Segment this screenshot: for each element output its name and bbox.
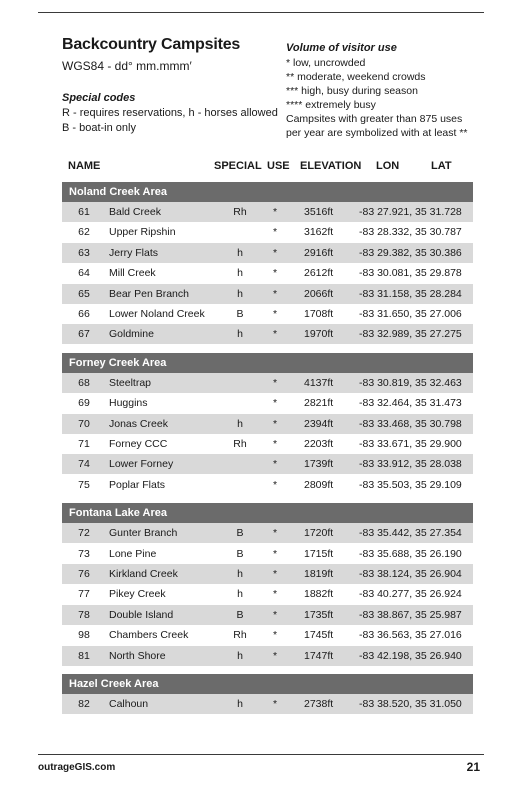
coordinates: -83 28.332, 35 30.787 — [359, 226, 462, 239]
table-row — [62, 475, 473, 495]
site-name: Kirkland Creek — [109, 568, 178, 580]
coordinates: -83 35.688, 35 26.190 — [359, 547, 462, 560]
site-number: 98 — [78, 629, 90, 642]
coordinates: -83 31.650, 35 27.006 — [359, 308, 462, 320]
use-level: * — [272, 588, 278, 601]
section-header — [62, 353, 473, 373]
elevation: 1735ft — [304, 608, 334, 621]
table-row — [62, 646, 473, 666]
bottom-rule — [38, 754, 484, 755]
coordinates: -83 35.503, 35 29.109 — [359, 478, 462, 491]
elevation: 2916ft — [304, 246, 334, 259]
site-number: 76 — [78, 568, 90, 580]
elevation: 1745ft — [304, 629, 334, 642]
use-level: * — [272, 267, 278, 280]
visitor-use-line: * low, uncrowded — [286, 57, 366, 69]
coordinates: -83 27.921, 35 31.728 — [359, 206, 462, 218]
table-row — [62, 284, 473, 304]
use-level: * — [272, 438, 278, 450]
use-level: * — [272, 287, 278, 300]
visitor-use-line: per year are symbolized with at least ** — [286, 127, 468, 139]
site-name: Chambers Creek — [109, 629, 189, 642]
site-number: 73 — [78, 547, 90, 560]
visitor-use-line: ** moderate, weekend crowds — [286, 71, 426, 83]
use-level: * — [272, 649, 278, 662]
site-name: Bald Creek — [109, 206, 161, 218]
special-code: h — [237, 698, 243, 710]
use-level: * — [272, 629, 278, 642]
section-title: Noland Creek Area — [69, 186, 168, 198]
visitor-use-line: **** extremely busy — [286, 99, 376, 111]
site-number: 64 — [78, 267, 90, 280]
site-number: 69 — [78, 397, 90, 410]
use-level: * — [272, 608, 278, 621]
site-name: Lower Noland Creek — [109, 308, 205, 320]
column-header-lon: LON — [376, 160, 400, 172]
special-code: B — [236, 608, 244, 621]
table-row — [62, 625, 473, 645]
site-name: Poplar Flats — [109, 478, 166, 491]
table-row — [62, 605, 473, 625]
elevation: 1739ft — [304, 458, 334, 471]
use-level: * — [272, 568, 278, 580]
section-title: Fontana Lake Area — [69, 507, 168, 520]
special-code: B — [236, 308, 244, 320]
site-number: 61 — [78, 206, 90, 218]
table-row — [62, 454, 473, 474]
table-row — [62, 414, 473, 434]
table-row — [62, 564, 473, 584]
site-number: 63 — [78, 246, 90, 259]
coordinates: -83 38.124, 35 26.904 — [359, 568, 462, 580]
table-row — [62, 393, 473, 413]
top-rule — [38, 12, 484, 13]
table-row — [62, 544, 473, 564]
special-code: B — [236, 527, 244, 540]
coordinates: -83 31.158, 35 28.284 — [359, 287, 462, 300]
special-codes-line: B - boat-in only — [62, 122, 136, 134]
site-number: 72 — [78, 527, 90, 540]
coordinates: -83 40.277, 35 26.924 — [359, 588, 462, 601]
site-number: 78 — [78, 608, 90, 621]
use-level: * — [272, 458, 278, 471]
visitor-use-line: Campsites with greater than 875 uses — [286, 113, 463, 125]
footer-site: outrageGIS.com — [38, 762, 116, 773]
elevation: 1708ft — [304, 308, 334, 320]
special-code: h — [237, 588, 243, 601]
site-name: Pikey Creek — [109, 588, 166, 601]
column-header-lat: LAT — [431, 160, 452, 172]
site-number: 74 — [78, 458, 90, 471]
use-level: * — [272, 226, 278, 239]
site-number: 67 — [78, 328, 90, 341]
elevation: 4137ft — [304, 376, 334, 389]
coordinates: -83 32.464, 35 31.473 — [359, 397, 462, 410]
elevation: 2394ft — [304, 417, 334, 430]
coordinates: -83 35.442, 35 27.354 — [359, 527, 462, 540]
section-title: Forney Creek Area — [69, 356, 167, 369]
site-name: Gunter Branch — [109, 527, 178, 540]
use-level: * — [272, 417, 278, 430]
page-title: Backcountry Campsites — [62, 36, 241, 53]
elevation: 2809ft — [304, 478, 334, 491]
elevation: 2066ft — [304, 287, 334, 300]
coordinates: -83 33.671, 35 29.900 — [359, 438, 462, 450]
coordinates: -83 38.520, 35 31.050 — [359, 698, 462, 710]
site-number: 71 — [78, 438, 90, 450]
datum-note: WGS84 - dd° mm.mmm′ — [62, 59, 192, 73]
site-number: 70 — [78, 417, 90, 430]
coordinates: -83 38.867, 35 25.987 — [359, 608, 462, 621]
table-row — [62, 694, 473, 714]
site-name: Huggins — [109, 397, 148, 410]
coordinates: -83 36.563, 35 27.016 — [359, 629, 462, 642]
column-header-name: NAME — [68, 160, 101, 172]
site-name: Double Island — [109, 608, 174, 621]
column-header-elevation: ELEVATION — [300, 160, 362, 172]
special-code: h — [237, 649, 243, 662]
special-code: h — [237, 287, 243, 300]
table-row — [62, 222, 473, 242]
elevation: 1720ft — [304, 527, 334, 540]
site-number: 62 — [78, 226, 90, 239]
special-code: h — [237, 246, 243, 259]
site-number: 66 — [78, 308, 90, 320]
section-title: Hazel Creek Area — [69, 678, 159, 690]
site-number: 81 — [78, 649, 90, 662]
special-code: Rh — [233, 629, 247, 642]
use-level: * — [272, 547, 278, 560]
table-row — [62, 243, 473, 263]
site-name: North Shore — [109, 649, 166, 662]
table-row — [62, 263, 473, 283]
use-level: * — [272, 698, 278, 710]
site-name: Lower Forney — [109, 458, 174, 471]
elevation: 1715ft — [304, 547, 334, 560]
site-name: Mill Creek — [109, 267, 156, 280]
section-header — [62, 182, 473, 202]
site-name: Upper Ripshin — [109, 226, 176, 239]
elevation: 1747ft — [304, 649, 334, 662]
coordinates: -83 29.382, 35 30.386 — [359, 246, 462, 259]
special-code: B — [236, 547, 244, 560]
use-level: * — [272, 206, 278, 218]
column-header-use: USE — [267, 160, 290, 172]
elevation: 1882ft — [304, 588, 334, 601]
site-name: Goldmine — [109, 328, 154, 341]
coordinates: -83 33.912, 35 28.038 — [359, 458, 462, 471]
site-name: Bear Pen Branch — [109, 287, 189, 300]
special-code: Rh — [233, 206, 247, 218]
section-header — [62, 674, 473, 694]
special-code: Rh — [233, 438, 247, 450]
use-level: * — [272, 246, 278, 259]
special-codes-heading: Special codes — [62, 92, 136, 104]
special-code: h — [237, 267, 243, 280]
site-number: 68 — [78, 376, 90, 389]
use-level: * — [272, 308, 278, 320]
site-name: Jonas Creek — [109, 417, 168, 430]
table-row — [62, 324, 473, 344]
use-level: * — [272, 376, 278, 389]
visitor-use-line: *** high, busy during season — [286, 85, 418, 97]
special-code: h — [237, 568, 243, 580]
use-level: * — [272, 527, 278, 540]
table-row — [62, 434, 473, 454]
table-row — [62, 373, 473, 393]
elevation: 1970ft — [304, 328, 334, 341]
elevation: 3516ft — [304, 206, 334, 218]
site-name: Calhoun — [109, 698, 149, 710]
site-name: Lone Pine — [109, 547, 157, 560]
coordinates: -83 30.819, 35 32.463 — [359, 376, 462, 389]
section-header — [62, 503, 473, 523]
column-header-special: SPECIAL — [214, 160, 262, 172]
table-row — [62, 202, 473, 222]
table-row — [62, 523, 473, 543]
elevation: 2612ft — [304, 267, 334, 280]
coordinates: -83 33.468, 35 30.798 — [359, 417, 462, 430]
special-code: h — [237, 417, 243, 430]
site-number: 65 — [78, 287, 90, 300]
elevation: 2203ft — [304, 438, 334, 450]
elevation: 2738ft — [304, 698, 334, 710]
coordinates: -83 42.198, 35 26.940 — [359, 649, 462, 662]
special-code: h — [237, 328, 243, 341]
elevation: 3162ft — [304, 226, 334, 239]
coordinates: -83 30.081, 35 29.878 — [359, 267, 462, 280]
elevation: 1819ft — [304, 568, 334, 580]
site-name: Steeltrap — [109, 376, 152, 389]
table-row — [62, 304, 473, 324]
special-codes-line: R - requires reservations, h - horses allowed — [62, 107, 278, 119]
table-row — [62, 584, 473, 604]
site-name: Jerry Flats — [109, 246, 159, 259]
site-name: Forney CCC — [109, 438, 168, 450]
use-level: * — [272, 397, 278, 410]
page-number: 21 — [466, 760, 480, 774]
use-level: * — [272, 478, 278, 491]
site-number: 75 — [78, 478, 90, 491]
site-number: 77 — [78, 588, 90, 601]
coordinates: -83 32.989, 35 27.275 — [359, 328, 462, 341]
visitor-use-heading: Volume of visitor use — [286, 42, 397, 54]
site-number: 82 — [78, 698, 90, 710]
elevation: 2821ft — [304, 397, 334, 410]
use-level: * — [272, 328, 278, 341]
